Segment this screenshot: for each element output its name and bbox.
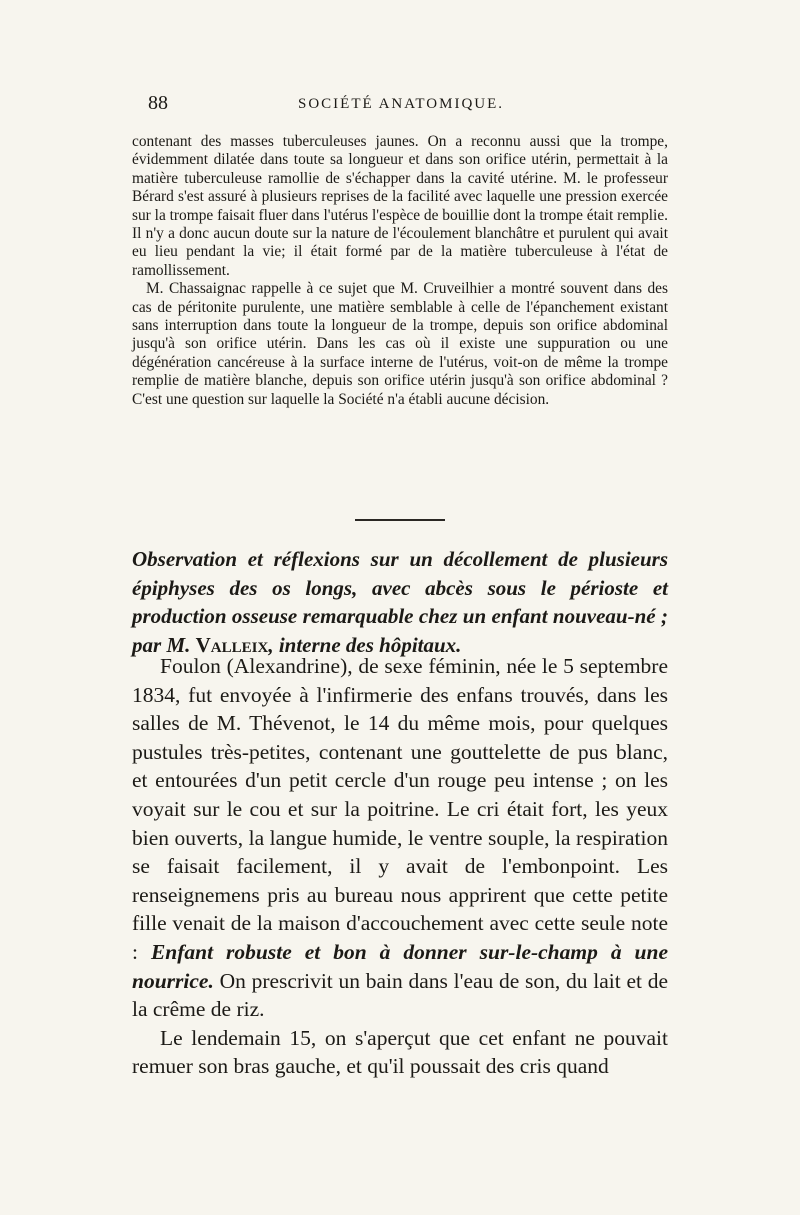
quoted-note: Enfant robuste et bon à donner sur-le-champ à une nourrice.: [132, 939, 668, 993]
body-paragraph: [132, 652, 668, 1024]
discussion-section: [132, 133, 668, 409]
page-header: [148, 92, 668, 122]
discussion-paragraph: M. Chassaignac rappelle à ce sujet que M. Cruveilhier a montré souvent dans des cas de péritonite purulente, une matière semblable à celle de l'épanchement existant sans interruption dans toute la longueur de la trompe, depuis son orifice abdominal jusqu'à son orifice utérin. Dans les cas où il existe une suppuration ou une dégénération cancéreuse à la surface interne de l'utérus, voit-on de même la trompe remplie de matière blanche, depuis son orifice utérin jusqu'à son orifice abdominal ? C'est une question sur laquelle la Société n'a établi aucune décision.: [132, 280, 668, 408]
article-title-text: Observation et réflexions sur un décollement de plusieurs épiphyses des os longs, avec abcès sous le périoste et production osseuse remarquable chez un enfant nouveau-né ; par: [132, 547, 668, 657]
page-number: 88: [148, 92, 168, 114]
author-role: , interne des hôpitaux.: [268, 632, 462, 657]
body-text-segment: On prescrivit un bain dans l'eau de son, du lait et de la crême de riz.: [132, 968, 668, 1022]
body-text-segment: Foulon (Alexandrine), de sexe féminin, née le 5 septembre 1834, fut envoyée à l'infirmerie des enfans trouvés, dans les salles de M. Thévenot, le 14 du même mois, pour quelques pustules très-petites, contenant une gouttelette de pus blanc, et entourées d'un petit cercle d'un rouge peu intense ; on les voyait sur le cou et sur la poitrine. Le cri était fort, les yeux bien ouverts, la langue humide, le ventre souple, la respiration se faisait facilement, il y avait de l'embonpoint. Les renseignemens pris au bureau nous apprirent que cette petite fille venait de la maison d'accouchement avec cette seule note :: [132, 654, 668, 964]
section-divider: [355, 519, 445, 521]
author-prefix: M.: [166, 632, 191, 657]
running-head: SOCIÉTÉ ANATOMIQUE.: [298, 96, 505, 112]
author-name: Valleix: [195, 632, 269, 657]
article-body: [132, 652, 668, 1081]
body-paragraph: Le lendemain 15, on s'aperçut que cet enfant ne pouvait remuer son bras gauche, et qu'il poussait des cris quand: [132, 1025, 668, 1079]
article-title: [132, 545, 668, 659]
discussion-paragraph: contenant des masses tuberculeuses jaunes. On a reconnu aussi que la trompe, évidemment dilatée dans toute sa longueur et dans son orifice utérin, permettait à la matière tuberculeuse ramollie de s'échapper dans la cavité utérine. M. le professeur Bérard s'est assuré à plusieurs reprises de la facilité avec laquelle une pression exercée sur la trompe faisait fluer dans l'utérus l'espèce de bouillie dont la trompe était remplie. Il n'y a donc aucun doute sur la nature de l'écoulement blanchâtre et purulent qui avait eu lieu pendant la vie; il était formé par de la matière tuberculeuse à l'état de ramollissement.: [132, 133, 668, 279]
